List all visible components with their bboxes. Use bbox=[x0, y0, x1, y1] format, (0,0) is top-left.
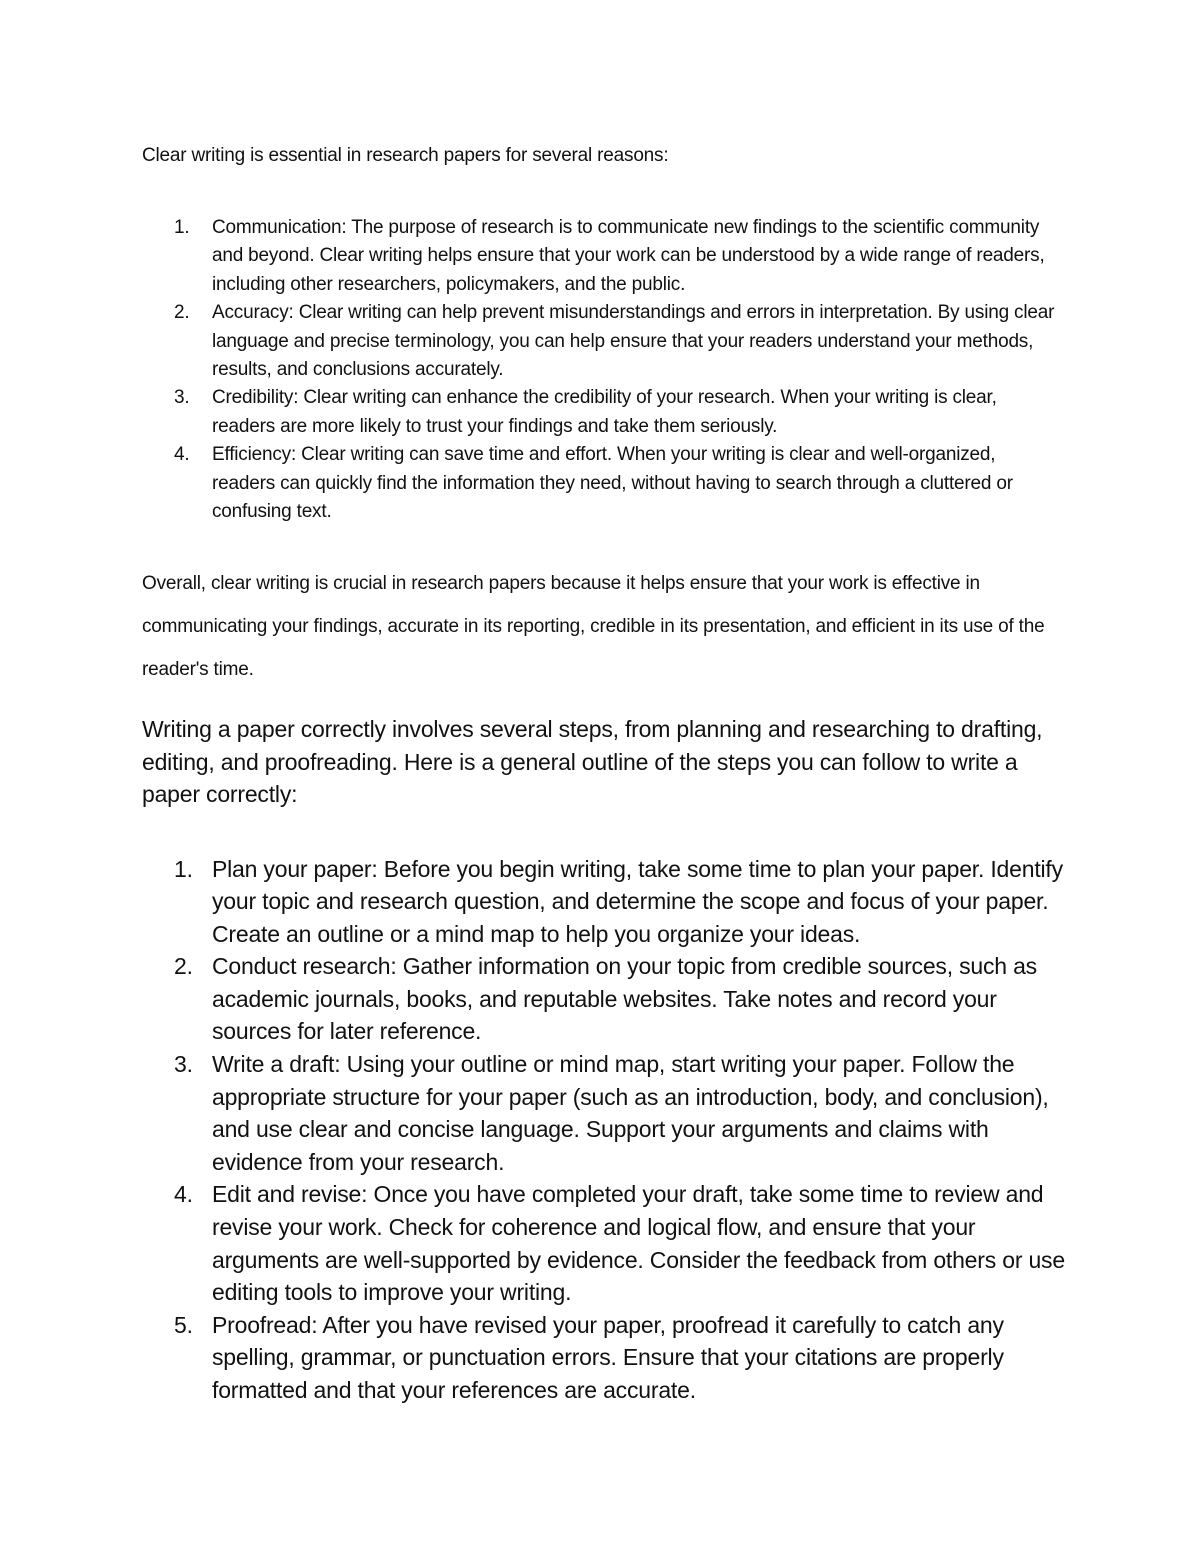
list-item-text: Proofread: After you have revised your paper, proofread it carefully to catch any spelling, grammar, or punctuation errors. Ensure that your citations are properly formatted and that your references are accurate. bbox=[212, 1311, 1004, 1403]
reasons-section bbox=[142, 142, 1062, 691]
list-item bbox=[142, 214, 1062, 299]
list-number: 5. bbox=[174, 1311, 193, 1338]
steps-list bbox=[142, 853, 1072, 1407]
steps-intro: Writing a paper correctly involves several steps, from planning and researching to drafting, editing, and proofreading. Here is a general outline of the steps you can follow to write a paper correctly: bbox=[142, 716, 1043, 807]
list-number: 3. bbox=[174, 387, 190, 409]
list-item-text: Plan your paper: Before you begin writing, take some time to plan your paper. Identify your topic and research question, and determine the scope and focus of your paper. Create an outline or a mind map to help you organize your ideas. bbox=[212, 855, 1063, 947]
list-number: 4. bbox=[174, 1181, 193, 1208]
list-number: 1. bbox=[174, 217, 190, 238]
list-item bbox=[142, 384, 1062, 441]
list-item-text: Efficiency: Clear writing can save time and effort. When your writing is clear and well-organized, readers can quickly find the information they need, without having to search through a cluttered or confusing text. bbox=[212, 444, 1013, 523]
list-item-text: Conduct research: Gather information on your topic from credible sources, such as academic journals, books, and reputable websites. Take notes and record your sources for later reference. bbox=[212, 953, 1037, 1045]
list-number: 1. bbox=[174, 855, 193, 882]
list-item-text: Accuracy: Clear writing can help prevent misunderstandings and errors in interpretation. By using clear language and precise terminology, you can help ensure that your readers understand your methods, results, and conclusions accurately. bbox=[212, 302, 1055, 381]
list-number: 2. bbox=[174, 302, 190, 324]
list-item bbox=[142, 853, 1072, 951]
list-item-text: Communication: The purpose of research is to communicate new findings to the scientific community and beyond. Clear writing helps ensure that your work can be understood by a wide range of readers, including other researchers, policymakers, and the public. bbox=[212, 217, 1045, 295]
steps-section bbox=[142, 713, 1072, 1407]
list-item bbox=[142, 1178, 1072, 1308]
reasons-list bbox=[142, 214, 1062, 526]
list-item-text: Edit and revise: Once you have completed your draft, take some time to review and revise your work. Check for coherence and logical flow, and ensure that your arguments are well-supported by evidence. Consider the feedback from others or use editing tools to improve your writing. bbox=[212, 1181, 1065, 1306]
list-item bbox=[142, 1309, 1072, 1407]
list-item bbox=[142, 441, 1062, 526]
list-item bbox=[142, 1048, 1072, 1178]
overall-paragraph: Overall, clear writing is crucial in research papers because it helps ensure that your work is effective in communicating your findings, accurate in its reporting, credible in its presentation, and efficient in its use of the reader's time. bbox=[142, 573, 1045, 681]
list-item bbox=[142, 950, 1072, 1048]
list-number: 4. bbox=[174, 444, 190, 466]
list-item bbox=[142, 299, 1062, 384]
list-number: 2. bbox=[174, 953, 193, 980]
list-number: 3. bbox=[174, 1051, 193, 1078]
reasons-intro: Clear writing is essential in research papers for several reasons: bbox=[142, 145, 669, 166]
list-item-text: Credibility: Clear writing can enhance the credibility of your research. When your writing is clear, readers are more likely to trust your findings and take them seriously. bbox=[212, 387, 997, 437]
list-item-text: Write a draft: Using your outline or mind map, start writing your paper. Follow the appropriate structure for your paper (such as an introduction, body, and conclusion), and use clear and concise language. Support your arguments and claims with evidence from your research. bbox=[212, 1051, 1049, 1175]
